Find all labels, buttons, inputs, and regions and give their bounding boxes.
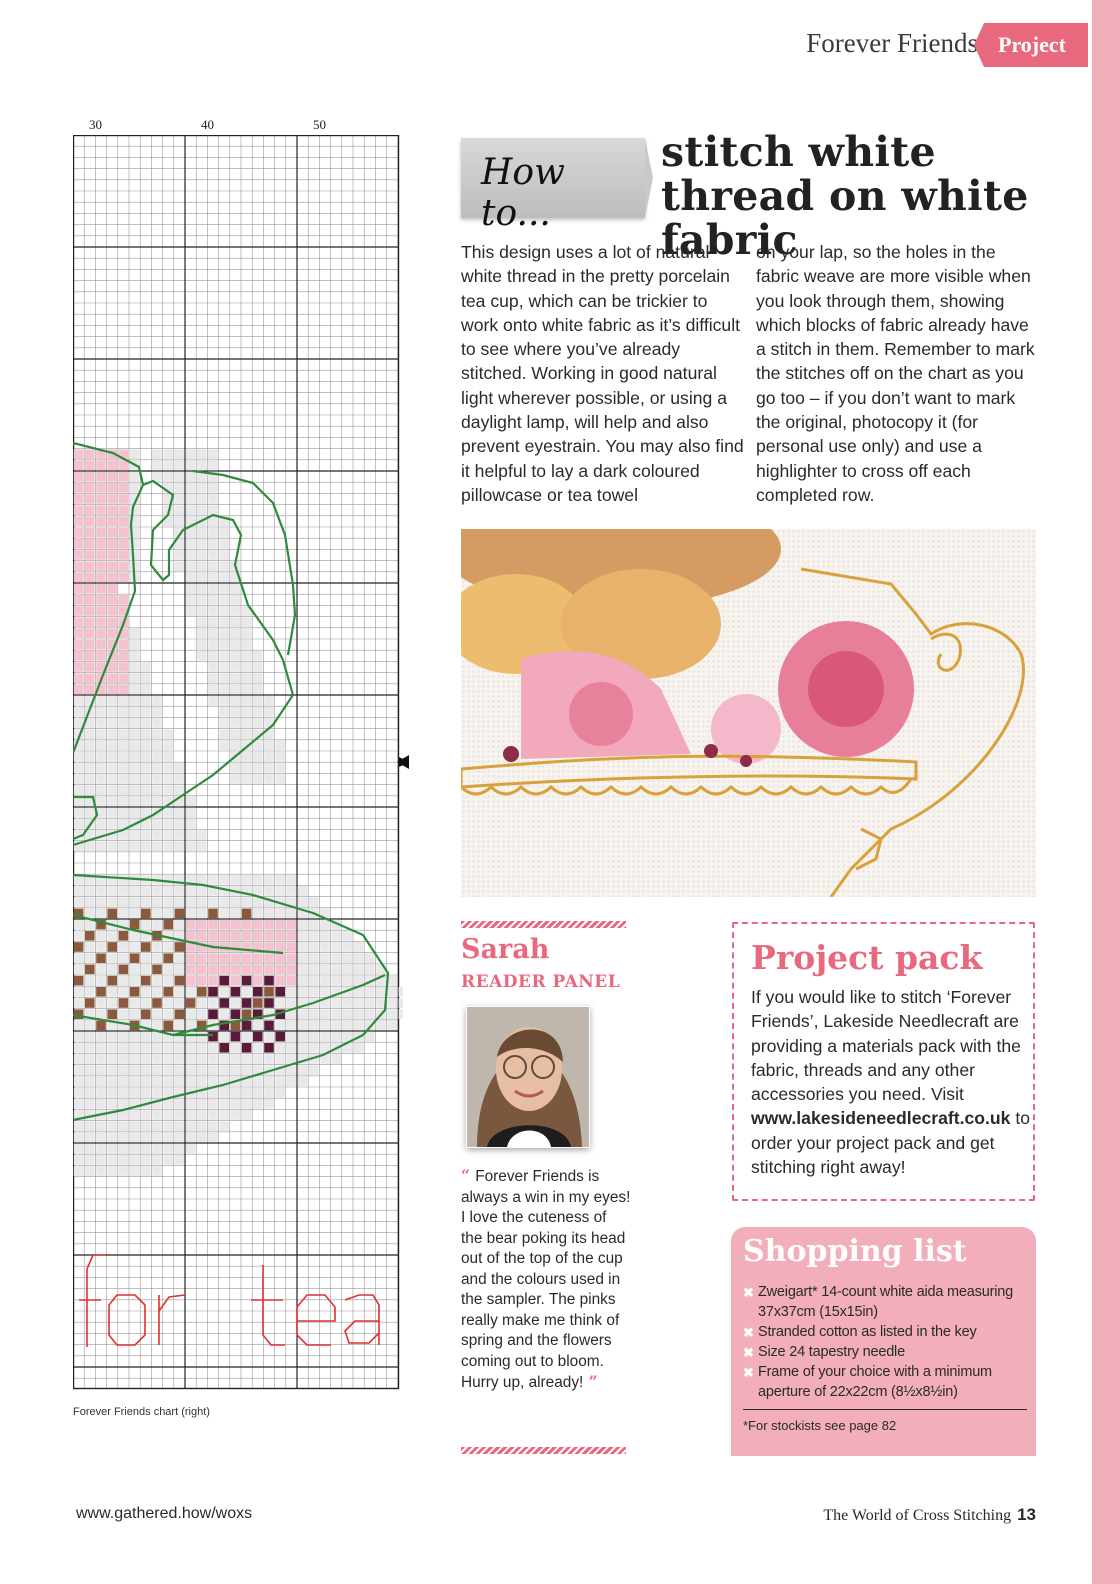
chart-stitches [74,449,403,1175]
page-number: 13 [1017,1505,1036,1524]
section-tab: Project [984,23,1088,67]
cross-icon: ✖ [743,1365,754,1380]
reader-panel-top-rule [461,921,626,928]
reader-panel-label: READER PANEL [461,972,621,992]
stockists-note: *For stockists see page 82 [743,1418,897,1433]
footer-url[interactable]: www.gathered.how/woxs [76,1505,253,1522]
shopping-list-title: Shopping list [743,1234,967,1269]
how-to-badge-label: How to... [481,152,565,234]
project-pack-text [751,985,1033,1179]
center-marker-icon [397,755,411,769]
chart-grid-minor [73,135,399,1389]
chart-column-label: 30 [89,117,102,132]
reader-avatar [466,1006,590,1148]
article-title: stitch white thread on white fabric [661,128,1029,264]
project-pack-title: Project pack [751,938,983,977]
series-title: Forever Friends [806,28,978,58]
cross-icon: ✖ [743,1345,754,1360]
magazine-name: The World of Cross Stitching [823,1507,1012,1524]
list-item: ✖ Size 24 tapestry needle [743,1342,1029,1362]
shopping-list-divider [743,1409,1027,1410]
project-pack-text-intro: If you would like to stitch ‘Forever Friends’, Lakeside Needlecraft are providing a materials pack with the fabric, threads and any other accessories you need. Visit [751,987,1021,1105]
footer-magazine [823,1505,1036,1525]
stitched-teacup-photo [461,529,1036,897]
cross-stitch-chart [73,135,403,1391]
project-pack-link[interactable]: www.lakesideneedlecraft.co.uk [751,1108,1011,1129]
page-edge-strip [1087,0,1120,1584]
article-column-1: This design uses a lot of natural white thread in the pretty porcelain tea cup, which can be trickier to work onto white fabric as it’s difficult to see where you’ve already stitched. Working in good natural light wherever possible, or using a daylight lamp, will help and also prevent eyestrain. You may also find it helpful to lay a dark coloured pillowcase or tea towel [461,242,744,505]
reader-panel-bottom-rule [461,1447,626,1454]
chart-column-label: 40 [201,117,214,132]
reader-quote [461,1166,631,1394]
reader-quote-text: Forever Friends is always a win in my eyes! I love the cuteness of the bear poking its head out of the top of the cup and the colours used in the sampler. The pinks really make me think of spring and the flowers coming out to bloom. Hurry up, already! [461,1168,631,1391]
close-quote-icon: ” [583,1373,598,1391]
how-to-badge [461,138,645,234]
project-pack-text-outro: to order your project pack and get stitching right away! [751,1108,1031,1178]
cross-icon: ✖ [743,1325,754,1340]
chart-column-label: 50 [313,117,326,132]
open-quote-icon: “ [461,1167,476,1185]
article-column-2: on your lap, so the holes in the fabric weave are more visible when you look through them, showing which blocks of fabric already have a stitch in them. Remember to mark the stitches off on the chart as you go too – if you don’t want to mark the original, photocopy it (for personal use only) and use a highlighter to cross off each completed row. [756,242,1035,505]
list-item: ✖ Stranded cotton as listed in the key [743,1322,1029,1342]
reader-name: Sarah [461,934,550,965]
chart-caption: Forever Friends chart (right) [73,1406,210,1418]
list-item: ✖ Zweigart* 14-count white aida measuring 37x37cm (15x15in) [743,1284,1013,1320]
cross-icon: ✖ [743,1285,754,1300]
shopping-list [743,1282,1029,1402]
list-item: ✖ Frame of your choice with a minimum aperture of 22x22cm (8½x8½in) [743,1364,992,1400]
